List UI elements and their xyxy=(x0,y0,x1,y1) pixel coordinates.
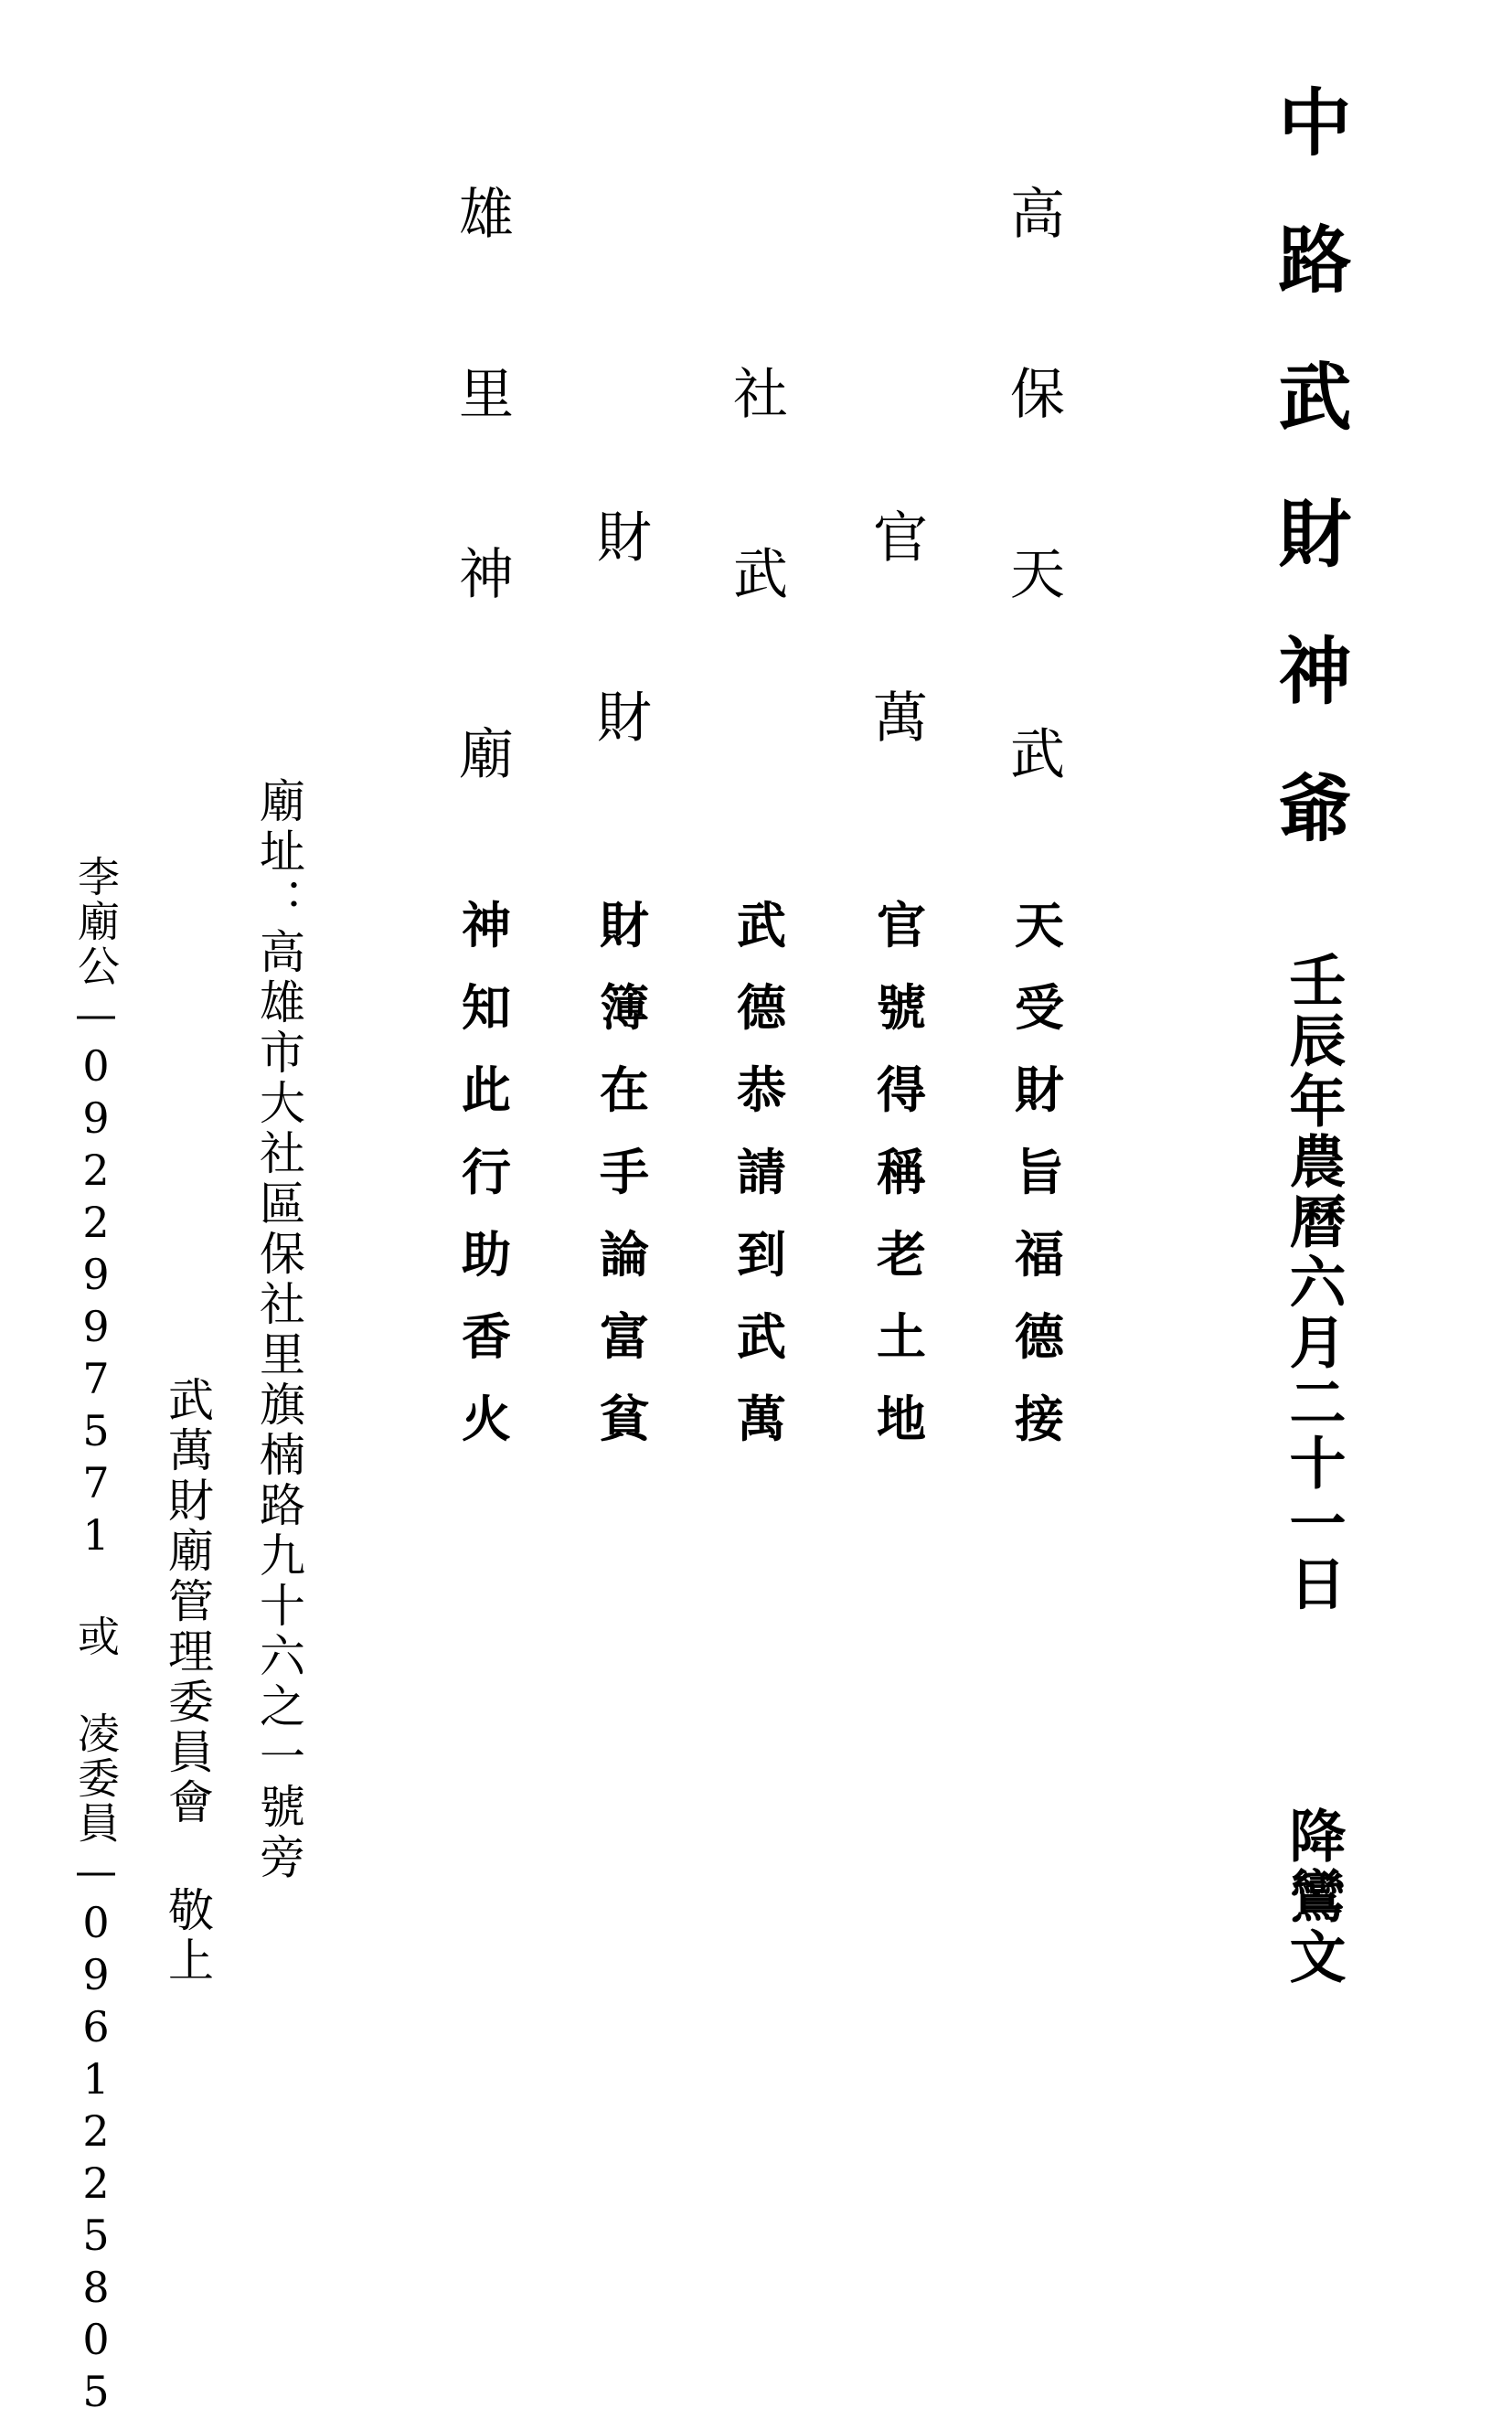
poem-char: 請 xyxy=(737,1143,786,1201)
poem-char: 地 xyxy=(877,1390,926,1448)
poem-top-col-3 xyxy=(733,363,788,728)
temple-address: 廟址：高雄市大社區保社里旗楠路九十六之一號旁 xyxy=(252,777,305,1883)
poem-top-col-5 xyxy=(459,183,514,908)
poem-char: 武 xyxy=(737,896,786,954)
poem-char: 貧 xyxy=(600,1390,649,1448)
poem-char: 武 xyxy=(737,1307,786,1366)
poem-bottom-col-3 xyxy=(736,896,787,1476)
subtitle: 降鸞文 xyxy=(1280,1806,1347,1987)
poem-char: 官 xyxy=(877,896,926,954)
poem-char: 里 xyxy=(459,363,514,427)
poem-char: 號 xyxy=(877,978,926,1037)
poem-char: 稱 xyxy=(877,1143,926,1201)
poem-char: 萬 xyxy=(737,1390,786,1448)
poem-char: 財 xyxy=(597,506,652,570)
date-line xyxy=(1280,951,1347,1987)
poem-top-col-1 xyxy=(1010,183,1065,908)
poem-char: 富 xyxy=(600,1307,649,1366)
poem-char: 福 xyxy=(1015,1225,1064,1284)
poem-char: 論 xyxy=(600,1225,649,1284)
poem-char: 官 xyxy=(873,506,928,570)
poem-char: 神 xyxy=(462,896,511,954)
poem-bottom-col-5 xyxy=(461,896,512,1476)
poem-char: 天 xyxy=(1015,896,1064,954)
poem-char: 旨 xyxy=(1015,1143,1064,1201)
poem-char: 武 xyxy=(733,543,788,607)
poem-char: 手 xyxy=(600,1143,649,1201)
poem-char: 保 xyxy=(1010,363,1065,427)
poem-char: 萬 xyxy=(873,687,928,751)
poem-char: 火 xyxy=(462,1390,511,1448)
poem-char: 行 xyxy=(462,1143,511,1201)
poem-bottom-col-4 xyxy=(599,896,650,1476)
poem-char: 社 xyxy=(733,363,788,427)
poem-char: 財 xyxy=(600,896,649,954)
poem-char: 簿 xyxy=(600,978,649,1037)
poem-bottom-col-2 xyxy=(876,896,927,1476)
committee-signature: 武萬財廟管理委員會 敬上 xyxy=(161,1376,214,1987)
poem-char: 德 xyxy=(1015,1307,1064,1366)
poem-char: 香 xyxy=(462,1307,511,1366)
poem-char: 財 xyxy=(597,687,652,751)
poem-char: 到 xyxy=(737,1225,786,1284)
poem-char: 知 xyxy=(462,978,511,1037)
poem-char: 高 xyxy=(1010,183,1065,247)
poem-char: 土 xyxy=(877,1307,926,1366)
poem-char: 得 xyxy=(877,1060,926,1119)
poem-bottom-col-1 xyxy=(1014,896,1065,1476)
poem-char: 廟 xyxy=(459,723,514,787)
poem-char: 天 xyxy=(1010,543,1065,607)
poem-char: 恭 xyxy=(737,1060,786,1119)
poem-char: 武 xyxy=(1010,723,1065,787)
poem-char: 老 xyxy=(877,1225,926,1284)
poem-top-col-2 xyxy=(873,506,928,871)
poem-char: 受 xyxy=(1015,978,1064,1037)
poem-top-col-4 xyxy=(597,506,652,871)
poem-char: 接 xyxy=(1015,1390,1064,1448)
poem-char: 助 xyxy=(462,1225,511,1284)
poem-char: 神 xyxy=(459,543,514,607)
poem-char: 雄 xyxy=(459,183,514,247)
poem-char: 德 xyxy=(737,978,786,1037)
page-title: 中路武財神爺 xyxy=(1266,84,1352,907)
poem-char: 財 xyxy=(1015,1060,1064,1119)
poem-char: 此 xyxy=(462,1060,511,1119)
contact-phones: 李廟公—0922997571 或 凌委員—0961225805 xyxy=(71,855,121,2419)
date-text: 壬辰年農曆六月二十一日 xyxy=(1280,951,1347,1614)
poem-char: 在 xyxy=(600,1060,649,1119)
